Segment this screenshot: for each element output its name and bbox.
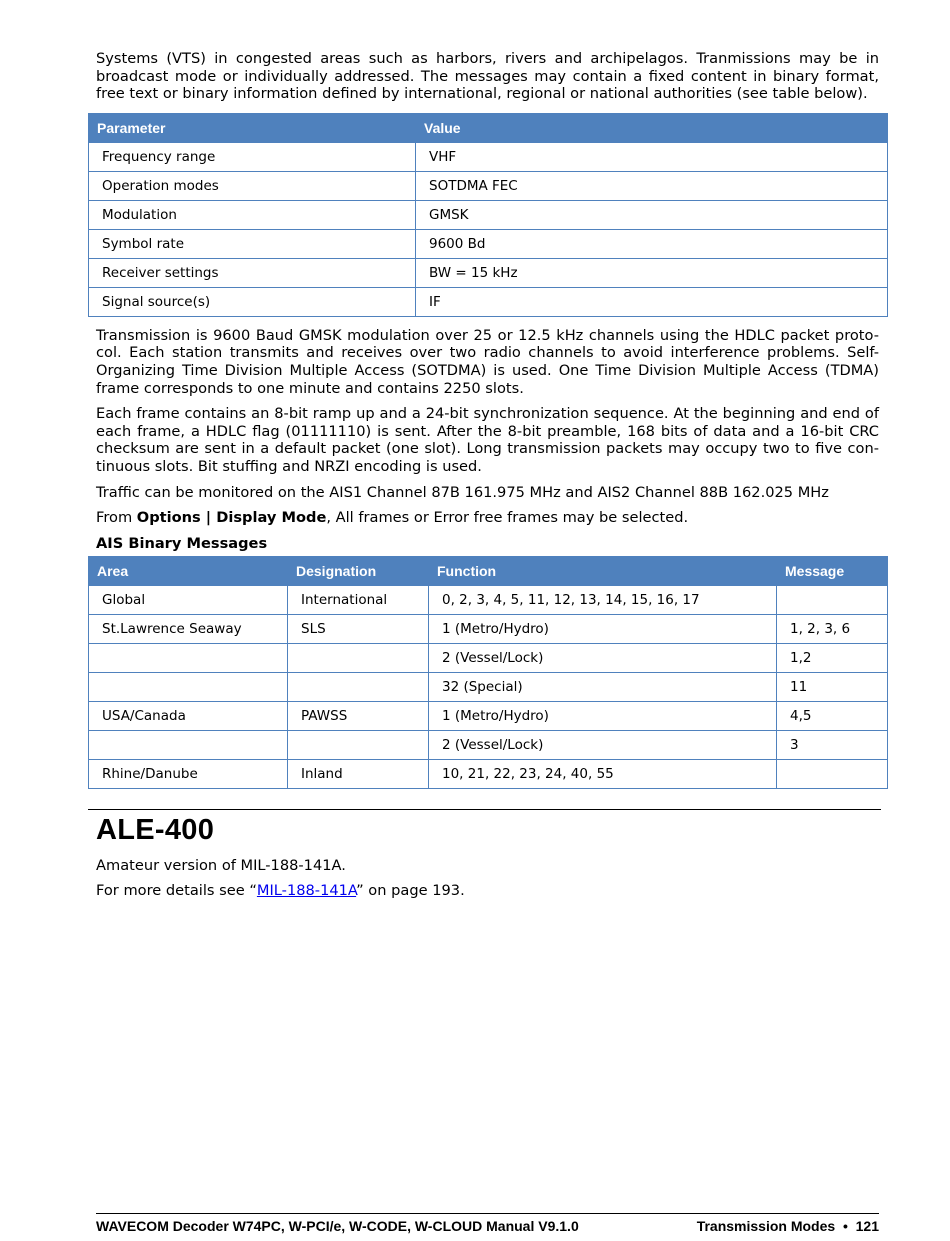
cell-designation: PAWSS (288, 701, 429, 730)
options-paragraph (96, 509, 879, 527)
page-content (96, 50, 879, 900)
header-area: Area (89, 556, 288, 585)
cell-function: 10, 21, 22, 23, 24, 40, 55 (429, 759, 777, 788)
param-value: VHF (416, 142, 888, 171)
cell-area: Global (89, 585, 288, 614)
header-value: Value (416, 113, 888, 142)
cell-message: 3 (777, 730, 888, 759)
mil-188-141a-link[interactable]: MIL-188-141A (256, 882, 357, 900)
footer-page-info: Transmission Modes • 121 (696, 1218, 879, 1234)
ale-description: Amateur version of MIL-188-141A. (96, 856, 346, 874)
header-function: Function (429, 556, 777, 585)
header-message: Message (777, 556, 888, 585)
param-name: Symbol rate (89, 229, 416, 258)
parameters-table (88, 113, 888, 317)
table-row (89, 200, 888, 229)
param-name: Signal source(s) (89, 287, 416, 316)
cell-function: 32 (Special) (429, 672, 777, 701)
param-value: GMSK (416, 200, 888, 229)
cell-message (777, 759, 888, 788)
cell-area (89, 643, 288, 672)
table-row (89, 258, 888, 287)
footer-manual-title: WAVECOM Decoder W74PC, W-PCI/e, W-CODE, W-CLOUD Manual V9.1.0 (96, 1218, 579, 1234)
cell-area: Rhine/Danube (89, 759, 288, 788)
param-name: Receiver settings (89, 258, 416, 287)
cell-function: 2 (Vessel/Lock) (429, 730, 777, 759)
table-header-row (89, 556, 888, 585)
table-row (89, 585, 888, 614)
table-row (89, 759, 888, 788)
table-row (89, 287, 888, 316)
cell-message: 1, 2, 3, 6 (777, 614, 888, 643)
cell-message (777, 585, 888, 614)
section-title: ALE-400 (96, 813, 215, 846)
options-suffix: , All frames or Error free frames may be selected. (326, 509, 689, 527)
cell-message: 4,5 (777, 701, 888, 730)
cell-designation: Inland (288, 759, 429, 788)
param-value: IF (416, 287, 888, 316)
table-header-row (89, 113, 888, 142)
transmission-paragraph: Transmission is 9600 Baud GMSK modulation over 25 or 12.5 kHz channels using the HDLC packet proto-col. Each station transmits and receives over two radio channels to avoid interference problems. Self-Organizing Time Division Multiple Access (SOTDMA) is used. One Time Division Multiple Access (TDMA) frame corresponds to one minute and contains 2250 slots. (96, 326, 879, 397)
table-row (89, 614, 888, 643)
cell-message: 1,2 (777, 643, 888, 672)
cell-function: 0, 2, 3, 4, 5, 11, 12, 13, 14, 15, 16, 17 (429, 585, 777, 614)
param-value: 9600 Bd (416, 229, 888, 258)
cell-area (89, 672, 288, 701)
intro-paragraph: Systems (VTS) in congested areas such as harbors, rivers and archipelagos. Tranmissions may be in broadcast mode or individually addressed. The messages may contain a fixed content in binary format, free text or binary information defined by international, regional or national authorities (see table below). (96, 50, 879, 103)
table-row (89, 730, 888, 759)
table-row (89, 229, 888, 258)
page-footer (96, 1213, 879, 1234)
param-name: Frequency range (89, 142, 416, 171)
cell-function: 1 (Metro/Hydro) (429, 614, 777, 643)
cell-area: USA/Canada (89, 701, 288, 730)
param-name: Operation modes (89, 171, 416, 200)
options-menu-path: Options | Display Mode (136, 509, 327, 527)
table-row (89, 142, 888, 171)
cell-area: St.Lawrence Seaway (89, 614, 288, 643)
ais-messages-table (88, 556, 888, 789)
header-designation: Designation (288, 556, 429, 585)
param-value: BW = 15 kHz (416, 258, 888, 287)
param-value: SOTDMA FEC (416, 171, 888, 200)
cell-message: 11 (777, 672, 888, 701)
ale-reference-prefix: For more details see “ (96, 882, 257, 900)
cell-function: 1 (Metro/Hydro) (429, 701, 777, 730)
cell-designation (288, 643, 429, 672)
options-prefix: From (96, 509, 137, 527)
table-row (89, 171, 888, 200)
ale-reference-suffix: ” on page 193. (356, 882, 465, 900)
param-name: Modulation (89, 200, 416, 229)
header-parameter: Parameter (89, 113, 416, 142)
cell-designation (288, 672, 429, 701)
section-divider (88, 809, 881, 810)
cell-function: 2 (Vessel/Lock) (429, 643, 777, 672)
traffic-paragraph: Traffic can be monitored on the AIS1 Channel 87B 161.975 MHz and AIS2 Channel 88B 162.025 MHz (96, 483, 829, 501)
cell-designation: International (288, 585, 429, 614)
table-row (89, 672, 888, 701)
ale-reference (96, 882, 879, 900)
cell-designation (288, 730, 429, 759)
table-row (89, 701, 888, 730)
frame-paragraph: Each frame contains an 8-bit ramp up and a 24-bit synchronization sequence. At the beginning and end of each frame, a HDLC flag (01111110) is sent. After the 8-bit preamble, 168 bits of data and a 16-bit CRC checksum are sent in a default packet (one slot). Long transmission packets may occupy two to five con-tinuous slots. Bit stuffing and NRZI encoding is used. (96, 405, 879, 475)
table-row (89, 643, 888, 672)
cell-designation: SLS (288, 614, 429, 643)
ais-heading: AIS Binary Messages (96, 534, 268, 552)
cell-area (89, 730, 288, 759)
